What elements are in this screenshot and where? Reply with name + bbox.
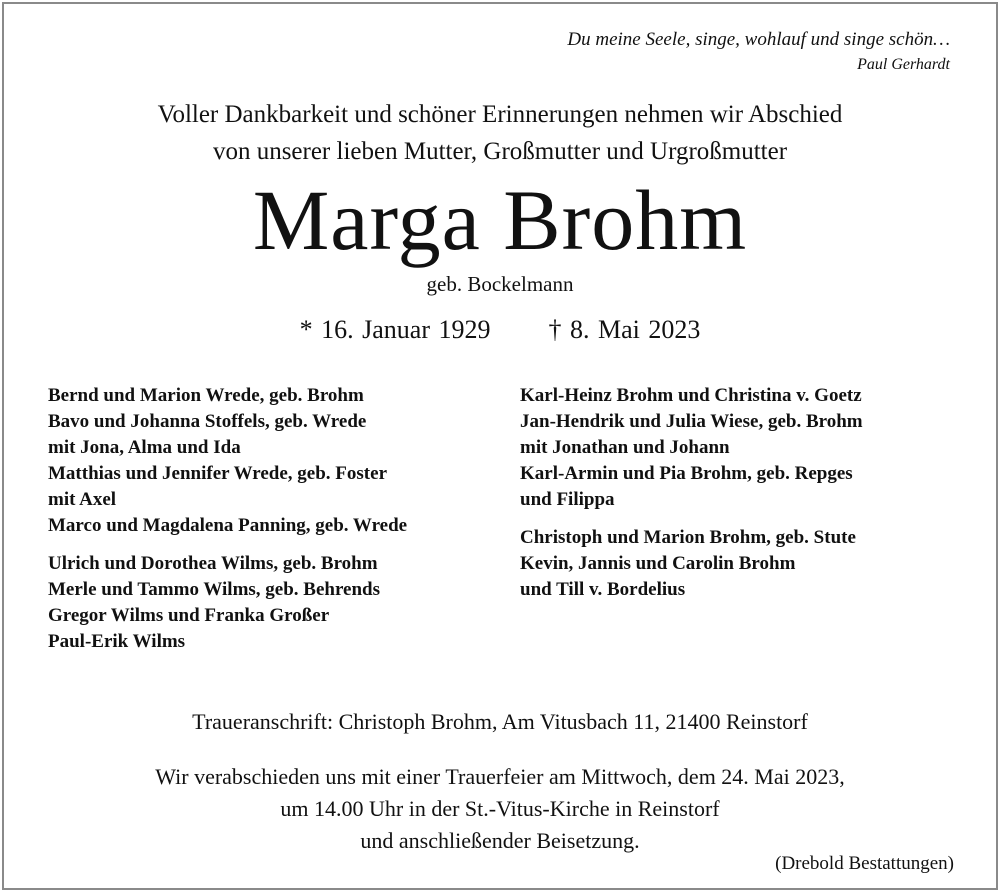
intro-line-1: Voller Dankbarkeit und schöner Erinnerungen nehmen wir Abschied bbox=[157, 101, 843, 128]
mourner-line: Jan-Hendrik und Julia Wiese, geb. Brohm bbox=[520, 411, 863, 432]
mourner-line: Gregor Wilms und Franka Großer bbox=[48, 605, 330, 626]
ceremony-info bbox=[0, 761, 1000, 857]
mourner-line: Bavo und Johanna Stoffels, geb. Wrede bbox=[48, 411, 367, 432]
death-date: † 8. Mai 2023 bbox=[548, 315, 701, 344]
mourners-left-column bbox=[48, 383, 407, 655]
mourner-line: mit Axel bbox=[48, 489, 117, 510]
mourner-line: Marco und Magdalena Panning, geb. Wrede bbox=[48, 515, 408, 536]
mourner-line: Matthias und Jennifer Wrede, geb. Foster bbox=[48, 463, 388, 484]
mourner-line: Kevin, Jannis und Carolin Brohm bbox=[520, 553, 796, 574]
life-dates bbox=[0, 313, 1000, 347]
quote-author: Paul Gerhardt bbox=[857, 56, 950, 73]
mourner-line: mit Jona, Alma und Ida bbox=[48, 437, 241, 458]
mourning-address: Traueranschrift: Christoph Brohm, Am Vitusbach 11, 21400 Reinstorf bbox=[192, 709, 808, 734]
mourner-line: Christoph und Marion Brohm, geb. Stute bbox=[520, 527, 856, 548]
deceased-name: Marga Brohm bbox=[252, 172, 748, 268]
intro-text bbox=[0, 96, 1000, 170]
quote-block bbox=[567, 26, 950, 76]
birth-date: * 16. Januar 1929 bbox=[299, 315, 491, 344]
birth-name: geb. Bockelmann bbox=[426, 272, 574, 296]
ceremony-line-3: und anschließender Beisetzung. bbox=[360, 828, 640, 853]
mourner-line: mit Jonathan und Johann bbox=[520, 437, 730, 458]
mourner-line: Paul-Erik Wilms bbox=[48, 631, 186, 652]
undertaker-credit: (Drebold Bestattungen) bbox=[775, 853, 954, 874]
mourner-line: Karl-Heinz Brohm und Christina v. Goetz bbox=[520, 385, 862, 406]
mourner-line: Merle und Tammo Wilms, geb. Behrends bbox=[48, 579, 381, 600]
mourner-line: und Filippa bbox=[520, 489, 615, 510]
quote-text: Du meine Seele, singe, wohlauf und singe schön… bbox=[567, 29, 950, 50]
mourner-line: Karl-Armin und Pia Brohm, geb. Repges bbox=[520, 463, 853, 484]
mourners-right-column bbox=[520, 383, 863, 603]
ceremony-line-2: um 14.00 Uhr in der St.-Vitus-Kirche in Reinstorf bbox=[280, 796, 720, 821]
mourner-line: Bernd und Marion Wrede, geb. Brohm bbox=[48, 385, 364, 406]
mourner-line: Ulrich und Dorothea Wilms, geb. Brohm bbox=[48, 553, 378, 574]
mourner-line: und Till v. Bordelius bbox=[520, 579, 686, 600]
intro-line-2: von unserer lieben Mutter, Großmutter und Urgroßmutter bbox=[212, 138, 788, 165]
ceremony-line-1: Wir verabschieden uns mit einer Trauerfeier am Mittwoch, dem 24. Mai 2023, bbox=[155, 764, 845, 789]
